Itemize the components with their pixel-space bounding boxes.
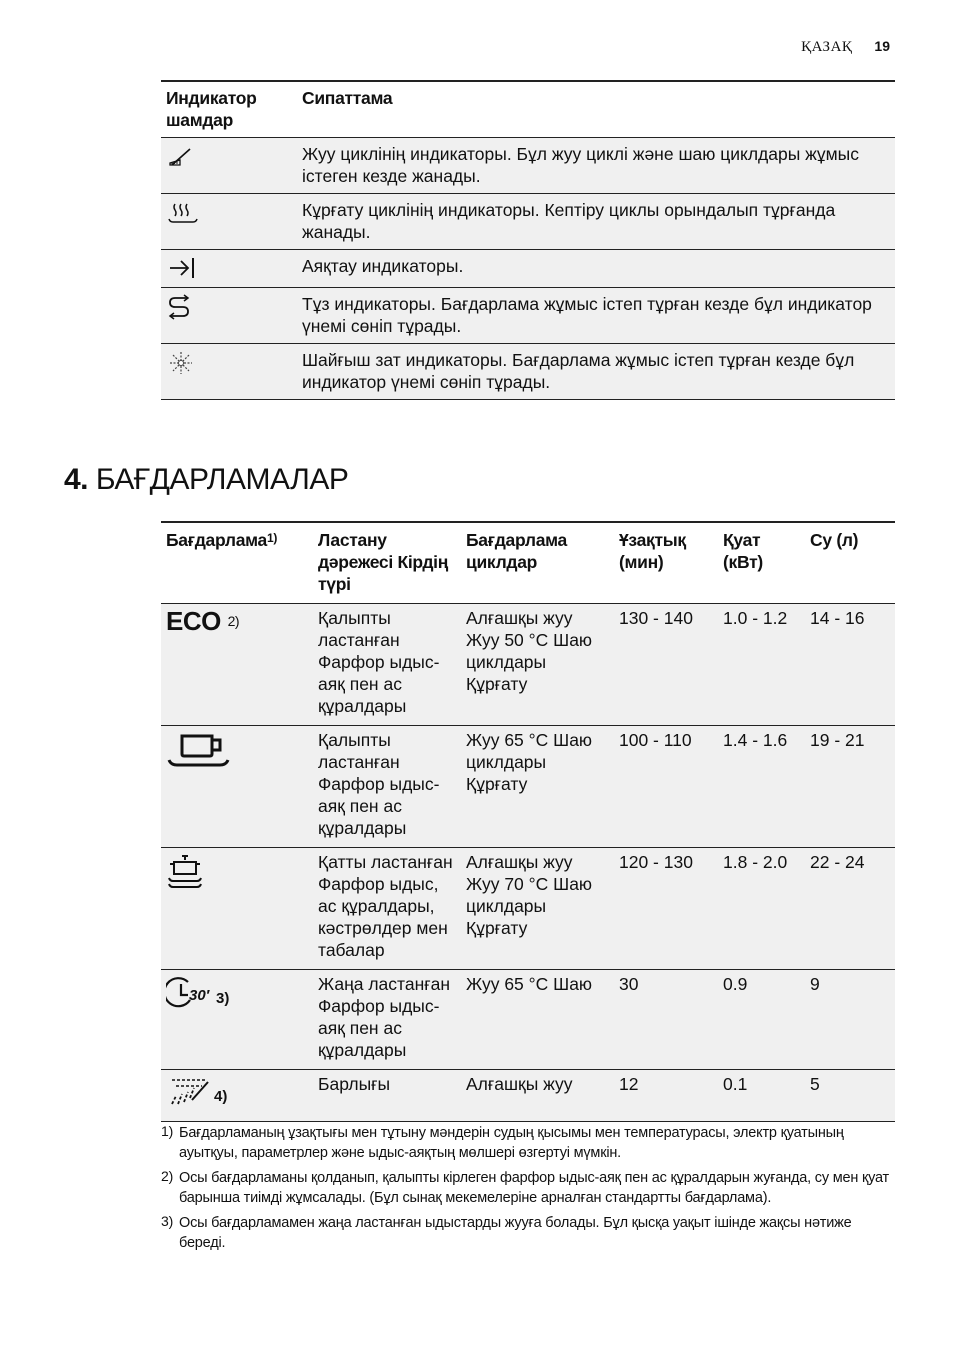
program-cell [161,848,313,970]
page-header [801,38,890,56]
table-row [161,250,895,288]
energy-cell: 0.1 [723,1074,748,1094]
quick-program-label [166,976,229,1010]
header-description: Сипаттама [302,88,393,108]
indicator-description: Шайғыш зат индикаторы. Бағдарлама жұмыс істеп тұрған кезде бұл индикатор үнемі сөніп тұрады. [302,350,855,392]
footnote-text: Осы бағдарламаны қолданып, қалыпты кірлеген фарфор ыдыс-аяқ пен ас құралдарын жуғанда, су мен қуат барынша тиімді жұмсалады. (Бұл сынақ мекемелеріне арналған стандартты бағдарлама). [179,1170,890,1206]
energy-cell: 1.8 - 2.0 [723,852,788,872]
table-row [161,288,895,344]
soil-cell: Қатты ластанған Фарфор ыдыс, ас құралдары, кәстрөлдер мен табалар [318,852,453,960]
indicator-icon-cell [161,288,297,344]
footnote-ref: 2) [227,613,240,629]
indicator-icon-cell [161,138,297,194]
indicator-description: Жуу циклінің индикаторы. Бұл жуу циклі және шаю циклдары жұмыс істеген кезде жанады. [302,144,859,186]
water-cell: 14 - 16 [810,608,865,628]
rinse-aid-icon [166,349,196,377]
salt-icon [166,293,196,321]
table-row [161,1070,895,1122]
phases-cell: Жуу 65 °C Шаю циклдары Құрғату [466,730,593,794]
table-row [161,726,895,848]
duration-cell: 12 [619,1074,639,1094]
eco-label [166,606,239,636]
water-cell: 9 [810,974,820,994]
water-cell: 22 - 24 [810,852,865,872]
soil-cell: Қалыпты ластанған Фарфор ыдыс-аяқ пен ас құралдары [318,730,440,838]
page-number: 19 [874,38,890,54]
quick-30-icon [166,976,212,1010]
water-cell: 5 [810,1074,820,1094]
footnote-mark: 2) [161,1168,174,1184]
duration-cell: 100 - 110 [619,730,692,750]
program-table [161,521,895,1122]
indicator-icon-cell [161,250,297,288]
table-row [161,138,895,194]
indicator-description: Аяқтау индикаторы. [302,256,464,276]
program-cell [161,1070,313,1122]
drying-phase-icon [166,199,200,225]
footnote-ref: 1) [267,531,278,545]
header-duration: Ұзақтық (мин) [619,530,686,572]
end-arrow-icon [166,255,198,281]
indicator-table-header [161,81,895,138]
footnote [161,1168,901,1208]
footnote-ref: 4) [214,1088,228,1105]
wash-phase-icon [166,143,194,169]
header-water: Су (л) [810,530,859,550]
footnote-mark: 1) [161,1123,174,1139]
energy-cell: 0.9 [723,974,748,994]
program-table-header [161,522,895,604]
header-indicator: Индикатор шамдар [166,88,257,130]
prewash-program-label [166,1074,227,1108]
program-cell [161,970,313,1070]
footnote-text: Бағдарламаның ұзақтығы мен тұтыну мәндерін судың қысымы мен температурасы, электр қуатының ауытқуы, параметрлер және ыдыс-аяқтың мөлшері өзгертуі мүмкін. [179,1125,844,1161]
section-title: БАҒДАРЛАМАЛАР [95,463,349,496]
eco-text: ECO [166,606,221,636]
footnote [161,1123,901,1163]
footnote [161,1213,901,1253]
indicator-description: Тұз индикаторы. Бағдарлама жұмыс істеп тұрған кезде бұл индикатор үнемі сөніп тұрады. [302,294,872,336]
prewash-icon [166,1074,210,1108]
table-row [161,194,895,250]
phases-cell: Алғашқы жуу Жуу 50 °C Шаю циклдары Құрғату [466,608,593,694]
energy-cell: 1.0 - 1.2 [723,608,788,628]
table-row [161,970,895,1070]
indicator-icon-cell [161,194,297,250]
program-cell [161,726,313,848]
duration-cell: 120 - 130 [619,852,693,872]
section-heading [64,463,348,497]
soil-cell: Жаңа ластанған Фарфор ыдыс-аяқ пен ас құралдары [318,974,451,1060]
indicator-table [161,80,895,400]
header-program [161,522,313,604]
program-cell [161,604,313,726]
phases-cell: Жуу 65 °C Шаю [466,974,593,994]
duration-cell: 130 - 140 [619,608,693,628]
header-soil: Ластану дәрежесі Кірдің түрі [318,530,449,594]
footnote-ref: 3) [216,990,230,1007]
soil-cell: Қалыпты ластанған Фарфор ыдыс-аяқ пен ас құралдары [318,608,440,716]
header-program-label: Бағдарлама [166,530,267,550]
header-energy: Қуат (кВт) [723,530,763,572]
phases-cell: Алғашқы жуу [466,1074,573,1094]
language-label: ҚАЗАҚ [801,39,853,55]
section-number: 4. [64,463,89,496]
quick-30-text: 30′ [189,987,210,1004]
energy-cell: 1.4 - 1.6 [723,730,788,750]
header-phases: Бағдарлама циклдар [466,530,567,572]
indicator-description: Кұрғату циклінің индикаторы. Кептіру циклы орындалып тұрғанда жанады. [302,200,836,242]
duration-cell: 30 [619,974,639,994]
table-row [161,848,895,970]
water-cell: 19 - 21 [810,730,865,750]
table-row [161,604,895,726]
cup-saucer-icon [166,732,230,768]
soil-cell: Барлығы [318,1074,391,1094]
table-row [161,344,895,400]
phases-cell: Алғашқы жуу Жуу 70 °C Шаю циклдары Құрғату [466,852,593,938]
footnote-mark: 3) [161,1213,174,1229]
footnotes [161,1123,901,1258]
indicator-icon-cell [161,344,297,400]
footnote-text: Осы бағдарламамен жаңа ластанған ыдыстарды жууға болады. Бұл қысқа уақыт ішінде жақсы нәтиже береді. [179,1215,852,1251]
pot-icon [166,854,204,890]
